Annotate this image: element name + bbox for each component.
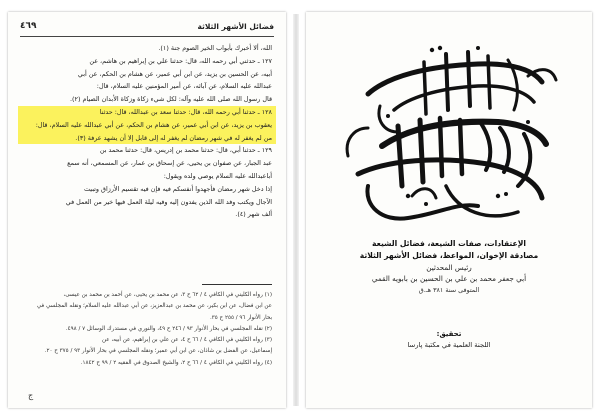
footnote-line: بحار الأنوار ٩٦ / ٢٥٥ ح ٣٥. (209, 314, 272, 321)
footnote-line: (٢) نقله المجلسي في بحار الأنوار ٩٣ / ٢٤٦ ح ٤٩، والنوري في مستدرك الوسائل ٧ / ٤٩٨. (65, 325, 272, 332)
text-line: أبيه، عن الحسين بن يزيد، عن ابن أبي عمير، عن هشام بن الحكم، عن أبي (77, 69, 272, 78)
calligraphy-title (328, 36, 568, 236)
editor-label: تحقيق: (436, 330, 462, 338)
text-line: عبدالله عليه السلام، عن آبائه، عن أمير المؤمنين عليه السلام، قال: (96, 82, 272, 91)
text-line: ألف شهر (٤). (235, 210, 272, 219)
footnotes (22, 290, 272, 369)
text-line: ١٢٧ ـ حدثني أبي رحمه الله، قال: حدثنا علي بن إبراهيم بن هاشم، عن (89, 56, 272, 65)
highlighted-line: يعقوب بن يزيد، عن ابن أبي عمير، عن هشام بن الحكم، عن أبي عبدالله عليه السلام، قال: (18, 119, 276, 132)
page-number: ٤٦٩ (20, 21, 37, 31)
title-block (316, 238, 582, 351)
hadith-text (22, 42, 272, 221)
footnote-line: (١) رواه الكليني في الكافي ٤ / ٦٢ ح ٣، عن محمد بن يحيى، عن أحمد بن محمد بن عيسى، (63, 292, 272, 298)
footnote-line: (٣) رواه الكليني في الكافي ٤ / ٦٦ ح ٤، عن علي بن إبراهيم، عن أبيه، عن (101, 337, 272, 344)
text-line: ١٢٩ ـ حدثنا أبي، قال: حدثنا محمد بن إدريس، قال: حدثنا محمد بن (99, 146, 272, 155)
text-line: الله، ألا أخبرك بأبواب الخير الصوم جنة (١). (158, 44, 272, 52)
text-line: إذا دخل شهر رمضان فأجهدوا أنفسكم فيه فإن فيه تقسيم الأرزاق وتبيت (83, 184, 272, 193)
highlighted-line: من لم يغفر له في شهر رمضان لم يغفر له إلى قابل إلا أن يشهد عرفة (٣). (18, 132, 276, 145)
footnote-line: إسماعيل، عن الفضل بن شاذان، عن ابن أبي عمير؛ ونقله المجلسي في بحار الأنوار ٩٣ / ٣٧٥ ح ٢٠. (44, 348, 272, 355)
author-death-date: المتوفى سنة ٣٨١ هـ.ق (418, 286, 480, 294)
page-header (20, 22, 274, 37)
page-mark: ج (28, 391, 34, 400)
left-page (8, 12, 286, 408)
footnote-line: عن ابن فضال، عن ابن بكير، عن محمد بن عبدالعزيز، عن أبي عبدالله عليه السلام؛ ونقله المجلسي في (36, 303, 272, 310)
books-list-line: مصادقة الإخوان، المواعظ، فضائل الأشهر الثلاثة (359, 251, 539, 260)
footnote-line: (٤) رواه الكليني في الكافي ٤ / ٦٦ ح ٢، والشيخ الصدوق في الفقيه ٢ / ٩٩ ح ١٨٤٢. (80, 359, 272, 366)
author-epithet: رئيس المحدثين (426, 263, 472, 272)
text-line: قال رسول الله صلى الله عليه وآله: لكل شيء زكاة وزكاة الأبدان الصيام (٢). (69, 95, 272, 104)
author-name: أبي جعفر محمد بن علي بن الحسين بن بابويه القمي (371, 274, 527, 283)
header-title: فضائل الأشهر الثلاثة (197, 22, 274, 31)
text-line: الآجال ويكتب وفد الله الذين يفدون إليه وفيه ليلة العمل فيها خير من العمل في (65, 197, 272, 206)
editor-name: اللجنة العلمية في مكتبة پارسا (407, 341, 491, 349)
right-page (306, 12, 592, 408)
highlighted-line: ١٢٨ ـ حدثنا أبي رحمه الله، قال: حدثنا سعد بن عبدالله، قال: حدثنا (18, 106, 276, 119)
text-line: أباعبدالله عليه السلام يوصي ولده ويقول: (163, 171, 272, 180)
text-line: عبد الجبار، عن صفوان بن يحيى، عن إسحاق بن عمار، عن المسمعي، أنه سمع (67, 159, 272, 168)
book-spine (293, 14, 299, 406)
books-list-line: الإعتقادات، صفات الشيعة، فضائل الشيعة (372, 239, 526, 248)
footnote-separator (202, 284, 272, 285)
